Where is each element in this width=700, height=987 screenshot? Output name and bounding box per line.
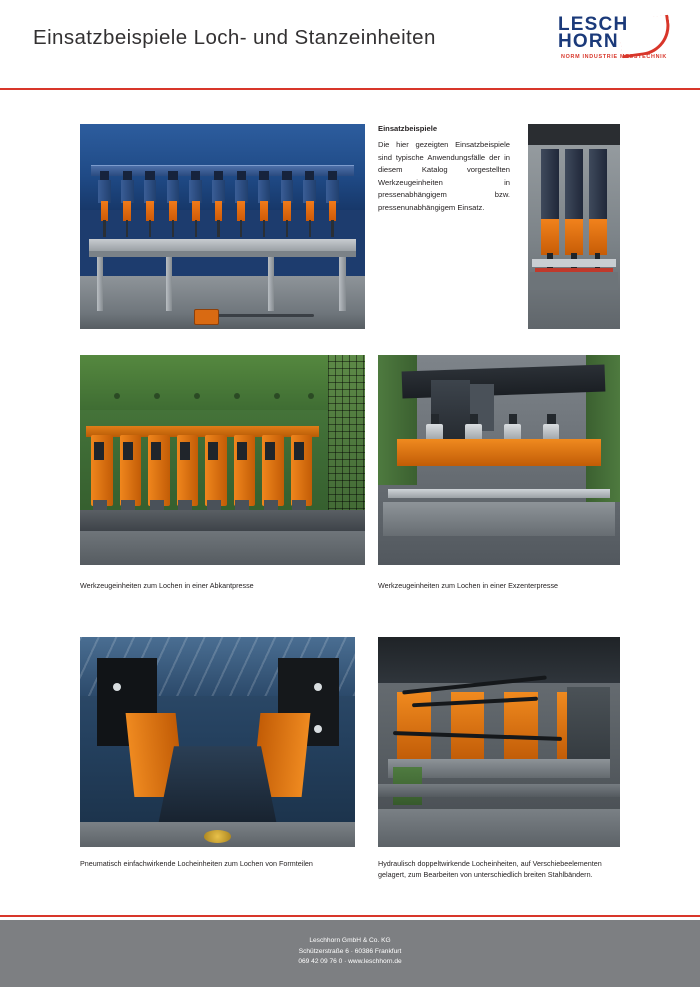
photo-press-line-blue bbox=[80, 124, 365, 329]
logo-swoosh-icon bbox=[618, 15, 674, 59]
photo5-workpiece-bed bbox=[157, 746, 278, 830]
photo1-tool-unit bbox=[120, 171, 135, 237]
intro-body: Die hier gezeigten Einsatzbeispiele sind typische Anwendungsfälle der in diesem Katalog vorgestellten Werkzeugeinheiten in pressenabhängigem bzw. pressenunabhängigem Einsatz. bbox=[378, 140, 510, 212]
photo3-punch-unit bbox=[91, 435, 112, 506]
photo1-tool-unit bbox=[211, 171, 226, 237]
photo1-tool-unit bbox=[97, 171, 112, 237]
caption-mid-left: Werkzeugeinheiten zum Lochen in einer Abkantpresse bbox=[80, 581, 254, 590]
footer-contact bbox=[0, 936, 700, 968]
photo3-lower-bed bbox=[80, 510, 365, 531]
logo-text-line2: HORN bbox=[558, 31, 619, 52]
photo2-base bbox=[530, 272, 618, 290]
photo1-tool-unit bbox=[234, 171, 249, 237]
photo3-punch-unit bbox=[262, 435, 283, 506]
photo3-punch-unit bbox=[205, 435, 226, 506]
photo3-bolt-row bbox=[80, 393, 365, 401]
photo4-sheet-strip bbox=[388, 489, 611, 497]
page-header bbox=[0, 0, 700, 88]
photo3-punch-unit bbox=[148, 435, 169, 506]
photo-pneumatic-punch-units bbox=[80, 637, 355, 847]
photo2-tool-unit bbox=[589, 149, 607, 256]
photo4-press-table bbox=[383, 502, 615, 536]
photo1-tool-unit bbox=[302, 171, 317, 237]
photo3-punch-unit bbox=[291, 435, 312, 506]
photo1-tool-unit bbox=[280, 171, 295, 237]
photo1-floor bbox=[80, 276, 365, 329]
photo1-tool-unit bbox=[325, 171, 340, 237]
footer-address: Schützerstraße 6 · 60386 Frankfurt bbox=[298, 947, 402, 955]
footer-phone-web: 069 42 09 76 0 · www.leschhorn.de bbox=[298, 958, 402, 965]
photo2-plate bbox=[532, 259, 617, 267]
photo1-tool-unit bbox=[257, 171, 272, 237]
photo6-floor bbox=[378, 809, 620, 847]
logo-text-line1: LESCH bbox=[558, 14, 629, 35]
intro-heading: Einsatzbeispiele bbox=[378, 124, 438, 133]
photo1-table-edge bbox=[89, 251, 357, 257]
photo3-upper-beam bbox=[80, 355, 365, 410]
photo6-punch-unit bbox=[504, 692, 538, 763]
photo1-control-box bbox=[194, 309, 219, 325]
intro-text-block bbox=[378, 124, 510, 215]
photo3-floor bbox=[80, 531, 365, 565]
photo2-tool-unit bbox=[541, 149, 559, 256]
caption-mid-right: Werkzeugeinheiten zum Lochen in einer Exzenterpresse bbox=[378, 581, 559, 590]
photo3-punch-unit bbox=[177, 435, 198, 506]
logo-subline: NORM INDUSTRIE MESSTECHNIK bbox=[561, 54, 667, 60]
photo-press-brake-green bbox=[80, 355, 365, 565]
photo2-tool-unit bbox=[565, 149, 583, 256]
photo1-tool-unit bbox=[166, 171, 181, 237]
photo-eccentric-press bbox=[378, 355, 620, 565]
photo1-table-leg bbox=[97, 257, 103, 310]
photo1-cable bbox=[217, 314, 314, 316]
photo1-table-leg bbox=[339, 257, 345, 310]
page-title: Einsatzbeispiele Loch- und Stanzeinheiten bbox=[33, 26, 436, 49]
photo3-punch-unit bbox=[234, 435, 255, 506]
photo1-table-leg bbox=[166, 257, 172, 310]
header-divider bbox=[0, 88, 700, 90]
photo2-top-shadow bbox=[528, 124, 620, 145]
photo1-tool-unit bbox=[188, 171, 203, 237]
photo3-punch-unit bbox=[120, 435, 141, 506]
caption-bottom-left: Pneumatisch einfachwirkende Locheinheiten zum Lochen von Formteilen bbox=[80, 859, 313, 868]
footer-divider bbox=[0, 915, 700, 917]
caption-bottom-right: Hydraulisch doppeltwirkende Locheinheiten, auf Verschiebeelementen gelagert, zum Bearbeiten von unterschiedlich breiten Stahlbändern. bbox=[378, 859, 602, 879]
company-logo bbox=[558, 14, 670, 72]
footer-company: Leschhorn GmbH & Co. KG bbox=[309, 937, 391, 944]
photo1-tool-unit bbox=[143, 171, 158, 237]
photo-hydraulic-punch-units bbox=[378, 637, 620, 847]
photo-vertical-tool-stack bbox=[528, 124, 620, 329]
photo4-orange-tool-bar bbox=[397, 439, 600, 466]
photo6-rail bbox=[378, 784, 620, 797]
photo5-brass-disc bbox=[204, 830, 232, 843]
photo6-upper-structure bbox=[378, 637, 620, 683]
photo1-table-leg bbox=[268, 257, 274, 310]
photo1-table bbox=[89, 239, 357, 251]
